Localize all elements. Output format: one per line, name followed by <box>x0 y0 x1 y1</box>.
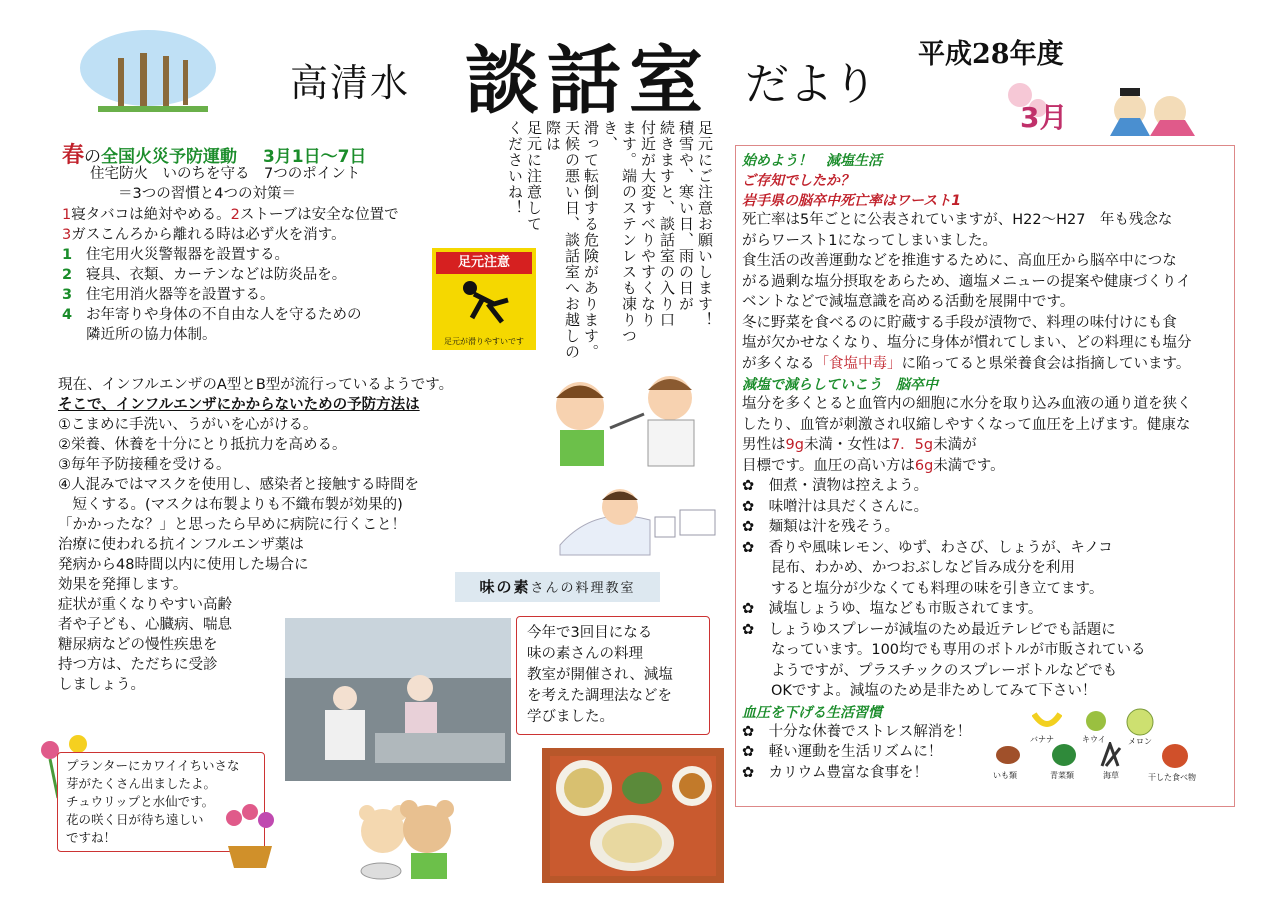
cooking-class-company: 味の素 <box>479 578 531 596</box>
salt-heading-3: 岩手県の脳卒中死亡率はワースト1 <box>742 193 962 209</box>
greens-icon <box>1050 742 1078 772</box>
measure-item: 2 寝具、衣類、カーテンなどは防炎品を。 <box>62 267 347 283</box>
salt-tip: ✿ 香りや風味レモン、ゆず、わさび、しょうが、キノコ <box>742 539 1113 556</box>
flu-line: 持つ方は、ただちに受診 <box>58 657 218 673</box>
salt-heading-1: 始めよう！ 減塩生活 <box>742 153 882 169</box>
salt-heading-5: 血圧を下げる生活習慣 <box>742 704 882 721</box>
salt-tip: ✿ 減塩しょうゆ、塩なども市販されてます。 <box>742 601 1043 617</box>
habit-num: 2 <box>230 207 240 223</box>
caption-line: を考えた調理法などを <box>527 688 672 704</box>
page-subtitle: だより <box>745 59 877 110</box>
salt-habit: ✿ カリウム豊富な食事を！ <box>742 764 929 781</box>
fire-title-spring: 春 <box>62 143 85 168</box>
flu-prevention-heading: そこで、インフルエンザにかからないための予防方法は <box>58 397 420 413</box>
food-label-potato: いも類 <box>993 771 1017 780</box>
measure-item: 4 お年寄りや身体の不自由な人を守るための <box>62 307 362 323</box>
food-label-banana: バナナ <box>1030 735 1054 744</box>
measure-item: 隣近所の協力体制。 <box>86 327 217 343</box>
fire-title-date: 3月1日～7日 <box>262 147 367 167</box>
planter-line: プランターにカワイイちいさな <box>66 758 240 773</box>
notice-line: 続きますと、談話室の入り口 <box>658 120 676 328</box>
flu-line: 効果を発揮します。 <box>58 577 188 593</box>
flu-line: 現在、インフルエンザのA型とB型が流行っているようです。 <box>58 377 454 393</box>
tree-illustration <box>78 28 218 113</box>
salt-line: 食生活の改善運動などを推進するために、高血圧から脳卒中につな <box>742 253 1177 269</box>
caption-line: 教室が開催され、減塩 <box>527 667 673 683</box>
salt-tip: 昆布、わかめ、かつおぶしなど旨み成分を利用 <box>742 560 1075 576</box>
flu-line: ④人混みではマスクを使用し、感染者と接触する時間を <box>58 477 419 493</box>
planter-line: 芽がたくさん出ましたよ。 <box>66 776 217 791</box>
flu-line: 糖尿病などの慢性疾患を <box>58 637 218 653</box>
fire-habit-1 <box>62 205 399 225</box>
flu-line: 症状が重くなりやすい高齢 <box>58 597 232 613</box>
salt-line: 目標です。血圧の高い方は6g未満です。 <box>742 457 1005 474</box>
caption-line: 学びました。 <box>527 709 614 725</box>
habit-num: 1 <box>62 207 72 223</box>
page-title: 談話室 <box>465 38 711 124</box>
fire-measures-list <box>62 245 362 345</box>
fire-habit-3 <box>62 225 346 245</box>
fire-sub1: 住宅防火 いのちを守る 7つのポイント <box>90 166 361 182</box>
notice-line: くださいね！ <box>506 120 524 216</box>
salt-line: 塩分を多くとると血管内の細胞に水分を取り込み血液の通り道を狭く <box>742 396 1192 412</box>
salt-line: 死亡率は5年ごとに公表されていますが、H22～H27 年も残念な <box>742 212 1173 228</box>
flu-line: 発病から48時間以内に使用した場合に <box>58 557 309 573</box>
cooking-class-label <box>455 572 660 602</box>
salt-tip: ✿ しょうゆスプレーが減塩のため最近テレビでも話題に <box>742 621 1116 638</box>
fire-title-particle: の <box>84 147 102 167</box>
meal-photo <box>542 748 724 883</box>
salt-line: がる過剰な塩分摂取をあらため、適塩メニューの提案や健康づくりイ <box>742 273 1191 290</box>
notice-line: 滑って転倒する危険があります。 <box>582 120 600 360</box>
salt-line: がらワースト1になってしまいました。 <box>742 232 997 249</box>
salt-tip: ✿ 麺類は汁を残そう。 <box>742 519 900 535</box>
notice-line: 天候の悪い日、談話室へお越しの <box>563 120 581 360</box>
flu-line: 者や子ども、心臓病、喘息 <box>58 617 232 633</box>
food-label-kiwi: キウイ <box>1082 735 1106 744</box>
month-label: 3月 <box>1020 101 1068 134</box>
salt-tip: すると塩分が少なくても料理の味を引き立てます。 <box>742 580 1104 597</box>
food-label-dried: 干した食べ物 <box>1148 773 1196 782</box>
cooking-class-photo <box>285 618 511 781</box>
planter-line: 花の咲く日が待ち遠しい <box>66 812 204 827</box>
measure-item: 3 住宅用消火器等を設置する。 <box>62 287 275 303</box>
fire-title-main: 全国火災予防運動 <box>101 147 238 167</box>
notice-line: 足元にご注意お願いします！ <box>696 120 714 328</box>
cooking-class-caption <box>516 616 710 735</box>
salt-tip: ようですが、プラスチックのスプレーボトルなどでも <box>742 662 1118 679</box>
habit-text: ガスこんろから離れる時は必ず火を消す。 <box>71 227 346 243</box>
measure-item: 1 住宅用火災警報器を設置する。 <box>62 247 289 263</box>
salt-heading-2: ご存知でしたか？ <box>742 173 854 189</box>
caption-line: 今年で3回目になる <box>527 625 653 641</box>
flu-line: ①こまめに手洗い、うがいを心がける。 <box>58 417 318 433</box>
salt-habit: ✿ 軽い運動を生活リズムに！ <box>742 744 943 760</box>
flu-line: ③毎年予防接種を受ける。 <box>58 457 231 473</box>
salt-tip: ✿ 味噌汁は具だくさんに。 <box>742 498 929 515</box>
notice-line: 積雪や、寒い日、雨の日が <box>677 120 695 312</box>
flu-line <box>58 395 453 415</box>
food-label-greens: 青菜類 <box>1050 771 1074 780</box>
fire-sub2: ＝3つの習慣と4つの対策＝ <box>118 186 296 202</box>
notice-line: ます。端のステンレスも凍りつき、 <box>601 120 638 344</box>
notice-line: 付近が大変すべりやすくなり <box>639 120 657 328</box>
notice-line: 足元に注意して <box>525 120 543 232</box>
seaweed-icon <box>1098 742 1124 772</box>
food-label-melon: メロン <box>1128 737 1152 746</box>
banana-icon <box>1032 708 1062 736</box>
salt-line: が多くなる「食塩中毒」に陥ってると県栄養食会は指摘しています。 <box>742 355 1191 372</box>
salt-line: 塩が欠かせなくなり、塩分に身体が慣れてしまい、どの料理にも塩分 <box>742 335 1192 351</box>
caution-sign-title: 足元注意 <box>436 252 532 274</box>
food-label-seaweed: 海草 <box>1103 771 1119 780</box>
flu-line: 短くする。(マスクは布製よりも不織布製が効果的) <box>58 497 403 513</box>
slippery-notice <box>505 120 714 370</box>
salt-tip: ✿ 佃煮・漬物は控えよう。 <box>742 478 929 494</box>
bear-cooking-illustration <box>345 795 465 885</box>
salt-poisoning-label: 「食塩中毒」 <box>814 355 902 372</box>
dried-food-icon <box>1160 742 1190 774</box>
habit-num: 3 <box>62 227 72 243</box>
planter-line: ですね！ <box>66 830 117 845</box>
habit-text: ストーブは安全な位置で <box>239 207 399 223</box>
caution-sign-bottom: 足元が滑りやすいです <box>444 337 524 346</box>
salt-section <box>742 150 1192 783</box>
salt-line: 冬に野菜を食べるのに貯蔵する手段が漬物で、料理の味付けにも食 <box>742 314 1177 331</box>
header-place: 高清水 <box>290 61 411 105</box>
salt-line: したり、血管が刺激され収縮しやすくなって血圧を上げます。健康な <box>742 416 1191 433</box>
flu-line: しましょう。 <box>58 677 145 693</box>
salt-habit: ✿ 十分な休養でストレス解消を！ <box>742 723 972 740</box>
cooking-class-suffix: さんの料理教室 <box>530 581 636 596</box>
header-year: 平成28年度 <box>918 39 1064 70</box>
habit-text: 寝タバコは絶対やめる。 <box>71 207 231 223</box>
salt-heading-4: 減塩で減らしていこう 脳卒中 <box>742 377 938 393</box>
salt-line: ベントなどで減塩意識を高める活動を展開中です。 <box>742 294 1075 310</box>
flu-line: ②栄養、休養を十分にとり抵抗力を高める。 <box>58 437 347 453</box>
caption-line: 味の素さんの料理 <box>527 646 643 662</box>
flu-line: 治療に使われる抗インフルエンザ薬は <box>58 537 304 553</box>
salt-line: 男性は9g未満・女性は7．5g未満が <box>742 437 977 453</box>
potato-icon <box>995 744 1021 770</box>
notice-line: 際は <box>544 120 562 152</box>
kiwi-icon <box>1085 710 1107 736</box>
sick-in-bed-illustration <box>555 475 720 560</box>
tulip-pot-illustration <box>220 800 280 870</box>
planter-line: チュウリップと水仙です。 <box>66 794 215 809</box>
salt-tip: OKですよ。減塩のため是非ためしてみて下さい！ <box>742 683 1097 699</box>
salt-tip: なっています。100均でも専用のボトルが市販されている <box>742 642 1146 658</box>
vaccination-illustration <box>540 368 720 468</box>
flu-line: 「かかったな？」と思ったら早めに病院に行くこと！ <box>58 517 406 533</box>
